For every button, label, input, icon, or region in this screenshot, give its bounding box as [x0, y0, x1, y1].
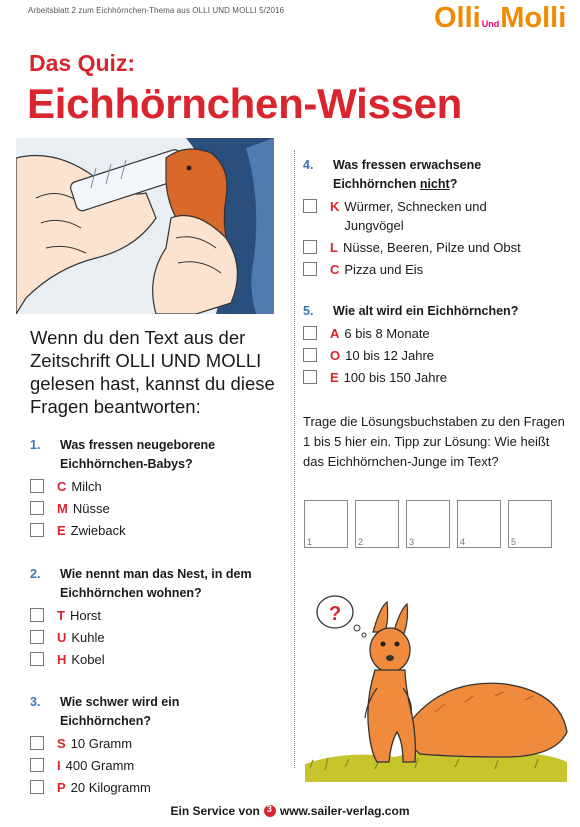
- answer-letter: L: [330, 240, 338, 255]
- column-divider: [294, 150, 295, 768]
- solution-box[interactable]: [304, 500, 348, 548]
- answer-text: Nüsse: [72, 501, 110, 516]
- answer-text: 20 Kilogramm: [70, 780, 151, 795]
- answer-text: Kobel: [71, 652, 105, 667]
- solution-box[interactable]: [355, 500, 399, 548]
- answer-option[interactable]: [303, 197, 543, 235]
- answer-checkbox[interactable]: [30, 758, 44, 772]
- answer-text: 10 Gramm: [70, 736, 133, 751]
- question-5: [303, 302, 568, 387]
- question-text: Wie alt wird ein Eichhörnchen?: [333, 304, 519, 318]
- answer-letter: M: [57, 501, 68, 516]
- answer-option[interactable]: [303, 260, 543, 279]
- answer-letter: P: [57, 780, 66, 795]
- answer-letter: S: [57, 736, 66, 751]
- answer-checkbox[interactable]: [30, 630, 44, 644]
- answer-option[interactable]: [30, 734, 250, 753]
- solution-hint: Trage die Lösungsbuchstaben zu den Fragen 1 bis 5 hier ein. Tipp zur Lösung: Wie heißt das Eichhörnchen-Junge im Text?: [303, 414, 565, 469]
- answer-text: 400 Gramm: [65, 758, 135, 773]
- answer-option[interactable]: [303, 368, 568, 387]
- thinking-squirrel-illustration: [305, 592, 575, 782]
- answer-letter: E: [57, 523, 66, 538]
- answer-option[interactable]: [303, 238, 543, 257]
- answer-text: Nüsse, Beeren, Pilze und Obst: [342, 240, 521, 255]
- answer-text: 100 bis 150 Jahre: [343, 370, 448, 385]
- answer-option[interactable]: [30, 499, 280, 518]
- answer-checkbox[interactable]: [30, 523, 44, 537]
- question-3: [30, 693, 250, 797]
- answer-checkbox[interactable]: [303, 326, 317, 340]
- logo-olli: Olli: [434, 2, 481, 34]
- answer-text: Pizza und Eis: [344, 262, 424, 277]
- answer-text: Horst: [69, 608, 102, 623]
- question-text: Was fressen erwachsene Eichhörnchen nicht?: [333, 158, 482, 191]
- answer-text: Milch: [71, 479, 102, 494]
- question-number: 5.: [303, 304, 314, 318]
- solution-box-number: 5: [511, 537, 517, 547]
- answer-letter: K: [330, 199, 340, 214]
- question-2: [30, 565, 288, 669]
- solution-boxes: [304, 500, 552, 548]
- solution-box-number: 3: [409, 537, 415, 547]
- answer-letter: U: [57, 630, 67, 645]
- answer-checkbox[interactable]: [30, 501, 44, 515]
- quiz-subtitle: Das Quiz:: [29, 50, 136, 76]
- logo-molli: Molli: [500, 2, 567, 34]
- answer-option[interactable]: [30, 521, 280, 540]
- answer-checkbox[interactable]: [30, 608, 44, 622]
- answer-option[interactable]: [30, 756, 250, 775]
- question-number: 2.: [30, 567, 41, 581]
- question-number: 1.: [30, 438, 41, 452]
- answer-option[interactable]: [30, 606, 288, 625]
- page-title: Eichhörnchen-Wissen: [27, 80, 462, 127]
- question-number: 4.: [303, 158, 314, 172]
- answer-letter: C: [330, 262, 340, 277]
- answer-checkbox[interactable]: [30, 652, 44, 666]
- solution-box[interactable]: [508, 500, 552, 548]
- question-1: [30, 436, 280, 540]
- solution-box-number: 4: [460, 537, 466, 547]
- answer-text: 10 bis 12 Jahre: [345, 348, 435, 363]
- answer-checkbox[interactable]: [30, 736, 44, 750]
- feeding-illustration: [16, 138, 274, 314]
- answer-checkbox[interactable]: [30, 780, 44, 794]
- footer: [0, 804, 580, 818]
- answer-text: Würmer, Schnecken und Jungvögel: [344, 199, 487, 233]
- answer-letter: E: [330, 370, 339, 385]
- answer-letter: C: [57, 479, 67, 494]
- answer-checkbox[interactable]: [303, 262, 317, 276]
- answer-option[interactable]: [30, 628, 288, 647]
- answer-letter: H: [57, 652, 67, 667]
- question-text: Wie schwer wird ein Eichhörnchen?: [60, 695, 180, 728]
- answer-checkbox[interactable]: [30, 479, 44, 493]
- solution-box-number: 2: [358, 537, 364, 547]
- publisher-link[interactable]: www.sailer-verlag.com: [279, 804, 410, 818]
- question-text: Wie nennt man das Nest, in dem Eichhörnchen wohnen?: [60, 567, 252, 600]
- olli-und-molli-logo: [434, 2, 566, 36]
- answer-checkbox[interactable]: [303, 370, 317, 384]
- answer-option[interactable]: [30, 477, 280, 496]
- logo-und: Und: [481, 19, 500, 29]
- solution-box-number: 1: [307, 537, 313, 547]
- question-4: [303, 156, 543, 279]
- answer-option[interactable]: [30, 778, 250, 797]
- question-text: Was fressen neugeborene Eichhörnchen-Babys?: [60, 438, 216, 471]
- question-number: 3.: [30, 695, 41, 709]
- footer-prefix: Ein Service von: [170, 804, 260, 818]
- intro-text: Wenn du den Text aus der Zeitschrift OLLI UND MOLLI gelesen hast, kannst du diese Fragen beantworten:: [30, 327, 275, 417]
- publisher-logo-icon: [264, 805, 276, 817]
- answer-text: Kuhle: [71, 630, 105, 645]
- answer-text: Zwieback: [70, 523, 126, 538]
- answer-letter: A: [330, 326, 340, 341]
- answer-letter: I: [57, 758, 61, 773]
- solution-box[interactable]: [406, 500, 450, 548]
- answer-option[interactable]: [30, 650, 288, 669]
- answer-option[interactable]: [303, 346, 568, 365]
- thought-question-mark: ?: [329, 603, 342, 625]
- answer-letter: T: [57, 608, 65, 623]
- solution-box[interactable]: [457, 500, 501, 548]
- answer-checkbox[interactable]: [303, 348, 317, 362]
- answer-checkbox[interactable]: [303, 199, 317, 213]
- answer-text: 6 bis 8 Monate: [344, 326, 430, 341]
- answer-checkbox[interactable]: [303, 240, 317, 254]
- header-topline: Arbeitsblatt 2 zum Eichhörnchen-Thema aus OLLI UND MOLLI 5/2016: [28, 6, 285, 15]
- answer-option[interactable]: [303, 324, 568, 343]
- answer-letter: O: [330, 348, 341, 363]
